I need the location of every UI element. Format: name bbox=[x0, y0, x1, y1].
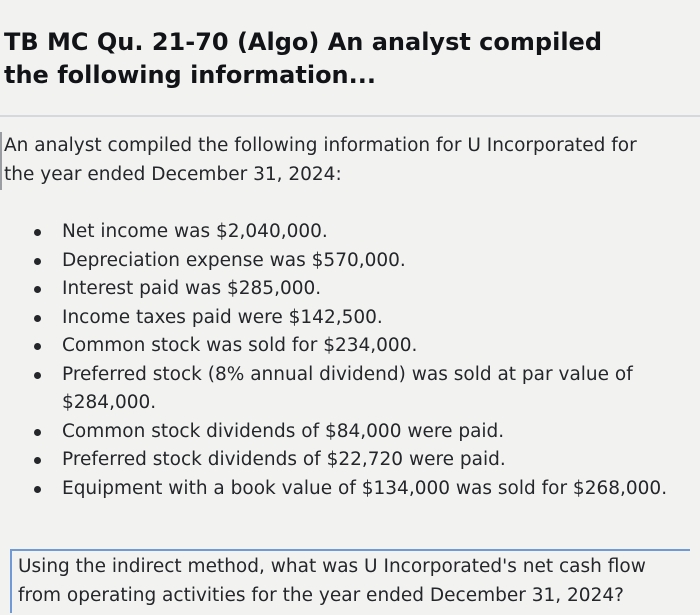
fact-item: Equipment with a book value of $134,000 was sold for $268,000. bbox=[28, 475, 668, 504]
title-divider bbox=[0, 115, 700, 117]
intro-left-border bbox=[0, 132, 2, 190]
problem-intro: An analyst compiled the following information for U Incorporated for the year ended December 31, 2024: bbox=[4, 135, 637, 185]
question-title: TB MC Qu. 21-70 (Algo) An analyst compiled the following information... bbox=[4, 28, 602, 89]
fact-item: Common stock dividends of $84,000 were paid. bbox=[28, 418, 668, 447]
facts-list bbox=[28, 218, 668, 503]
fact-item: Depreciation expense was $570,000. bbox=[28, 247, 668, 276]
fact-item: Preferred stock dividends of $22,720 were paid. bbox=[28, 446, 668, 475]
question-text: Using the indirect method, what was U Incorporated's net cash flow from operating activities for the year ended December 31, 2024? bbox=[10, 549, 690, 613]
fact-item: Interest paid was $285,000. bbox=[28, 275, 668, 304]
fact-item: Preferred stock (8% annual dividend) was sold at par value of $284,000. bbox=[28, 361, 668, 418]
fact-item: Common stock was sold for $234,000. bbox=[28, 332, 668, 361]
fact-item: Net income was $2,040,000. bbox=[28, 218, 668, 247]
fact-item: Income taxes paid were $142,500. bbox=[28, 304, 668, 333]
